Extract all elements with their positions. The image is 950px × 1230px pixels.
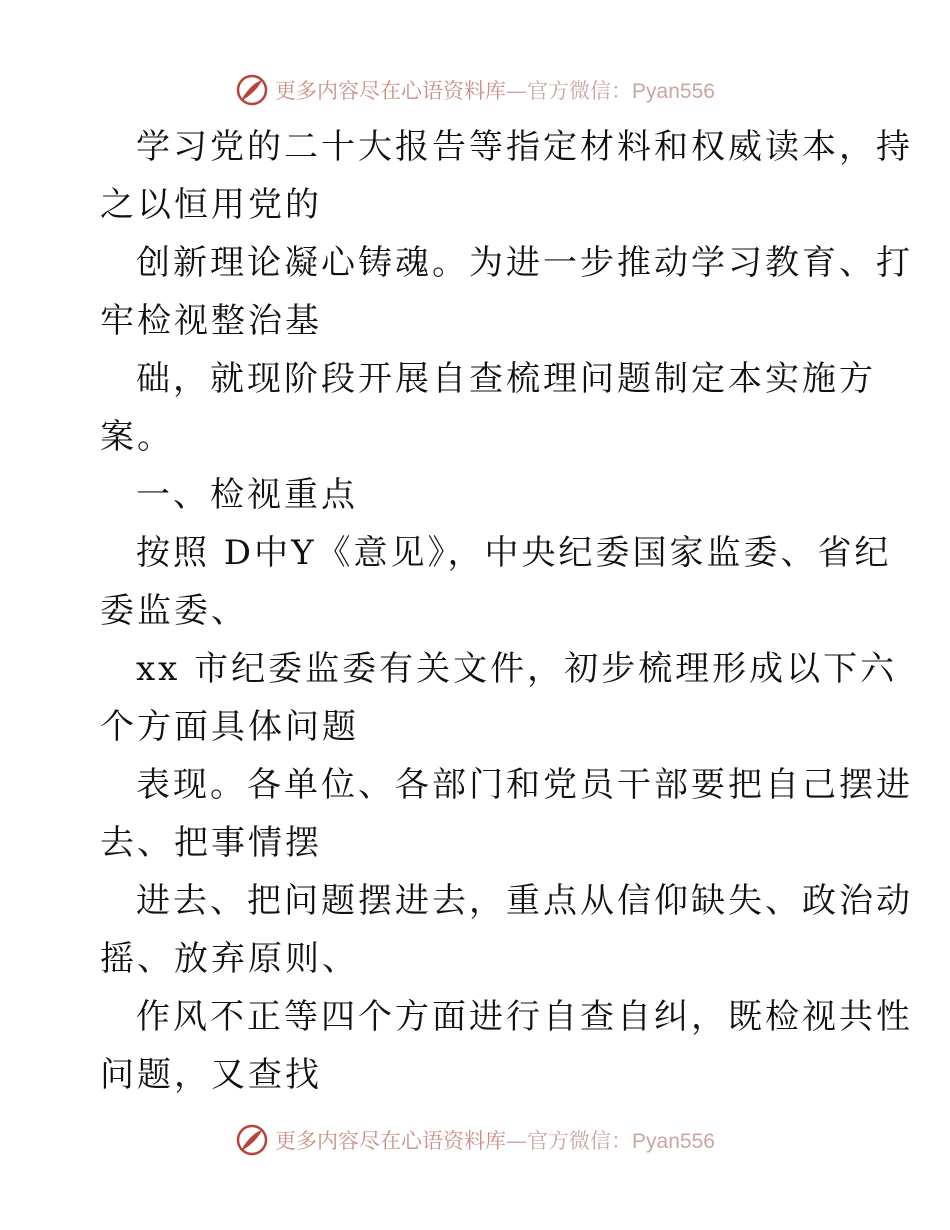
watermark-handle: Pyan556 [632,80,715,103]
body-line: 委监委、 [100,591,248,631]
watermark-brand: 更多内容尽在心语资料库 [275,1129,507,1153]
document-body [100,118,913,1104]
body-line: 学习党的二十大报告等指定材料和权威读本，持 [136,127,913,167]
body-line: 问题，又查找 [100,1055,322,1095]
quill-pen-logo-icon [235,73,269,107]
body-line: 础，就现阶段开展自查梳理问题制定本实施方 [136,359,876,399]
body-line: 之以恒用党的 [100,185,322,225]
header-watermark [0,70,950,110]
watermark-label: 官方微信： [527,1129,633,1153]
body-line: 去、把事情摆 [100,823,322,863]
footer-watermark [0,1120,950,1160]
quill-pen-logo-icon [235,1123,269,1157]
body-line: 表现。各单位、各部门和党员干部要把自己摆进 [136,765,913,805]
watermark-group [235,73,715,107]
body-line: xx 市纪委监委有关文件，初步梳理形成以下六 [136,649,898,689]
body-line: 牢检视整治基 [100,301,322,341]
body-line: 进去、把问题摆进去，重点从信仰缺失、政治动 [136,881,913,921]
watermark-brand: 更多内容尽在心语资料库 [275,79,507,103]
watermark-dash: — [506,79,528,103]
watermark-handle: Pyan556 [632,1130,715,1153]
watermark-text [275,1125,715,1155]
body-line: 创新理论凝心铸魂。为进一步推动学习教育、打 [136,243,913,283]
body-line: 个方面具体问题 [100,707,359,747]
body-line: 作风不正等四个方面进行自查自纠，既检视共性 [136,997,913,1037]
body-line: 按照 D中Y《意见》，中央纪委国家监委、省纪 [136,533,892,573]
section-heading: 一、检视重点 [136,475,358,515]
watermark-text [275,75,715,105]
body-line: 案。 [100,417,174,457]
watermark-dash: — [506,1129,528,1153]
watermark-label: 官方微信： [527,79,633,103]
watermark-group [235,1123,715,1157]
body-line: 摇、放弃原则、 [100,939,359,979]
